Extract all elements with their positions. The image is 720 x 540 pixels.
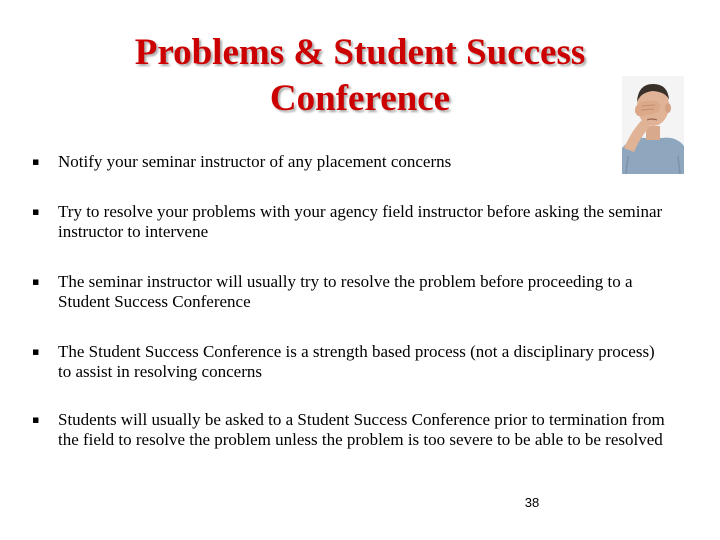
bullet-item — [32, 342, 672, 382]
page-number: 38 — [524, 495, 540, 510]
slide-title-line-2: Conference — [269, 78, 451, 119]
slide-title-line-1: Problems & Student Success — [134, 32, 586, 73]
slide-title — [80, 30, 640, 122]
square-bullet-icon: ▪ — [32, 205, 40, 218]
bullet-text: The Student Success Conference is a strength based process (not a disciplinary process) to assist in resolving concerns — [58, 342, 655, 381]
bullet-item — [32, 410, 672, 450]
square-bullet-icon: ▪ — [32, 155, 40, 168]
bullet-text: Students will usually be asked to a Student Success Conference prior to termination from the field to resolve the problem unless the problem is too severe to be able to be resolved — [58, 410, 665, 449]
bullet-list — [32, 150, 672, 450]
bullet-text: Try to resolve your problems with your agency field instructor before asking the seminar instructor to intervene — [58, 202, 663, 241]
bullet-text: Notify your seminar instructor of any placement concerns — [58, 152, 452, 171]
bullet-item — [32, 272, 672, 312]
bullet-item — [32, 152, 672, 172]
square-bullet-icon: ▪ — [32, 275, 40, 288]
square-bullet-icon: ▪ — [32, 345, 40, 358]
bullet-text: The seminar instructor will usually try to resolve the problem before proceeding to a Student Success Conference — [58, 272, 633, 311]
square-bullet-icon: ▪ — [32, 413, 40, 426]
bullet-item — [32, 202, 672, 242]
